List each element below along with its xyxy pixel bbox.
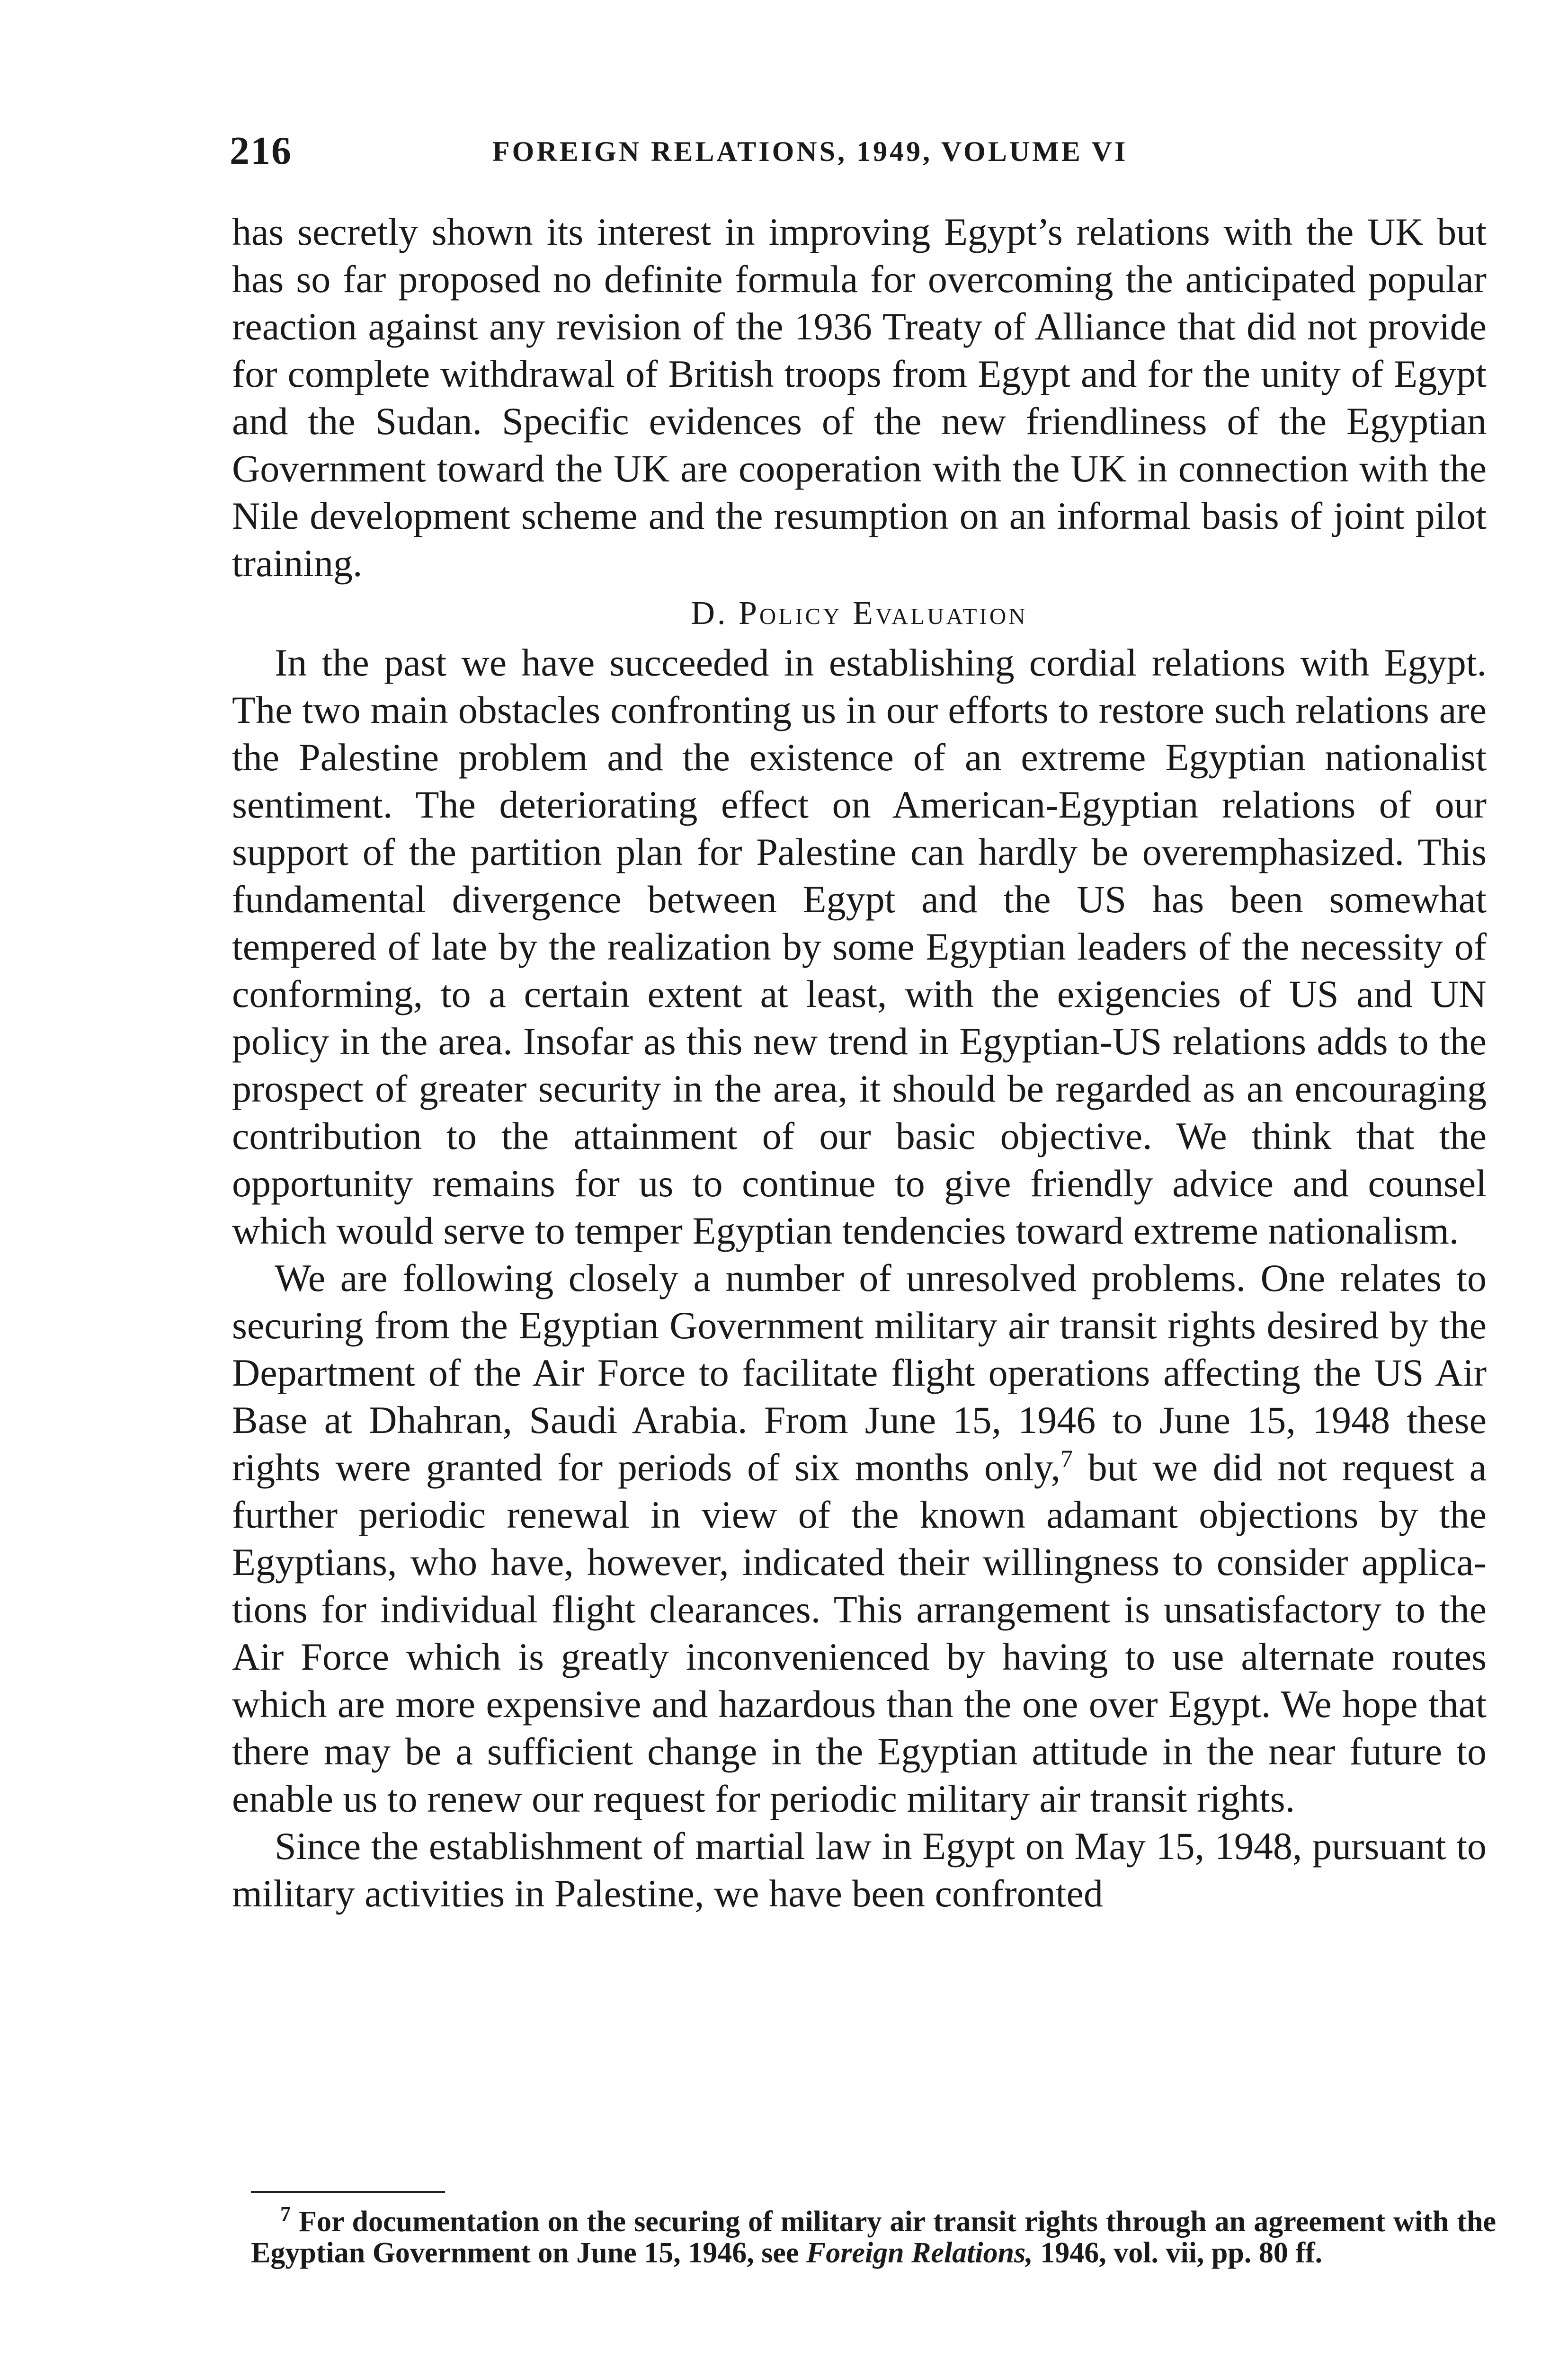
- running-title: FOREIGN RELATIONS, 1949, VOLUME VI: [492, 136, 1128, 167]
- page-header: [230, 128, 1487, 185]
- footnote-text: For documentation on the securing of military air transit rights through an agreement with the Egyptian Government on June 15, 1946, see: [251, 2206, 1497, 2269]
- body-text: [232, 208, 1487, 1917]
- paragraph-text-part: but we did not request a further periodic renewal in view of the known adamant objections by the Egyptians, who have, however, indicated their willingness to consider applications for individual flight clearances. This arrangement is unsatisfactory to the Air Force which is greatly inconvenienced by having to use alternate routes which are more expensive and hazardous than the one over Egypt. We hope that there may be a sufficient change in the Egyptian attitude in the near future to enable us to renew our request for periodic military air transit rights.: [232, 1446, 1487, 1820]
- footnote-reference[interactable]: 7: [1060, 1445, 1073, 1473]
- footnote-citation-title: Foreign Relations,: [806, 2237, 1033, 2269]
- paragraph-continued: has secretly shown its interest in improving Egypt’s relations with the UK but has so far proposed no definite formula for overcoming the anticipated popular reaction against any revision of the 1936 Treaty of Alliance that did not provide for complete withdrawal of British troops from Egypt and for the unity of Egypt and the Sudan. Specific evidences of the new friendliness of the Egyptian Government toward the UK are cooperation with the UK in connection with the Nile development scheme and the resumption on an informal basis of joint pilot training.: [232, 210, 1487, 585]
- footnote-divider: [251, 2191, 445, 2193]
- footnote: [251, 2202, 1497, 2269]
- page-number: 216: [230, 129, 292, 173]
- paragraph-unresolved-problems: [232, 1255, 1487, 1823]
- footnote-marker: 7: [280, 2202, 291, 2226]
- paragraph-martial-law: Since the establishment of martial law in Egypt on May 15, 1948, pursuant to military activities in Palestine, we have been confronted: [232, 1824, 1487, 1915]
- section-heading: D. Policy Evaluation: [691, 595, 1028, 632]
- paragraph-policy-evaluation: In the past we have succeeded in establishing cordial relations with Egypt. The two main obstacles confronting us in our efforts to restore such relations are the Palestine problem and the existence of an extreme Egyptian nationalist sentiment. The deteriorating effect on American-Egyptian relations of our support of the partition plan for Palestine can hardly be overemphasized. This fundamental divergence between Egypt and the US has been somewhat tempered of late by the realization by some Egyptian leaders of the necessity of conforming, to a certain extent at least, with the exigencies of US and UN policy in the area. Insofar as this new trend in Egyptian-US relations adds to the prospect of greater security in the area, it should be regarded as an encouraging contribution to the attainment of our basic objective. We think that the opportunity remains for us to continue to give friendly advice and counsel which would serve to temper Egyptian tendencies toward extreme nationalism.: [232, 641, 1487, 1252]
- paragraph-text-part: We are following closely a number of unresolved problems. One relates to securing from the Egyptian Government military air transit rights desired by the Department of the Air Force to facilitate flight operations affecting the US Air Base at Dhahran, Saudi Arabia. From June 15, 1946 to June 15, 1948 these rights were granted for periods of six months only,: [232, 1256, 1487, 1489]
- footnote-text-end: 1946, vol. vii, pp. 80 ff.: [1033, 2237, 1323, 2269]
